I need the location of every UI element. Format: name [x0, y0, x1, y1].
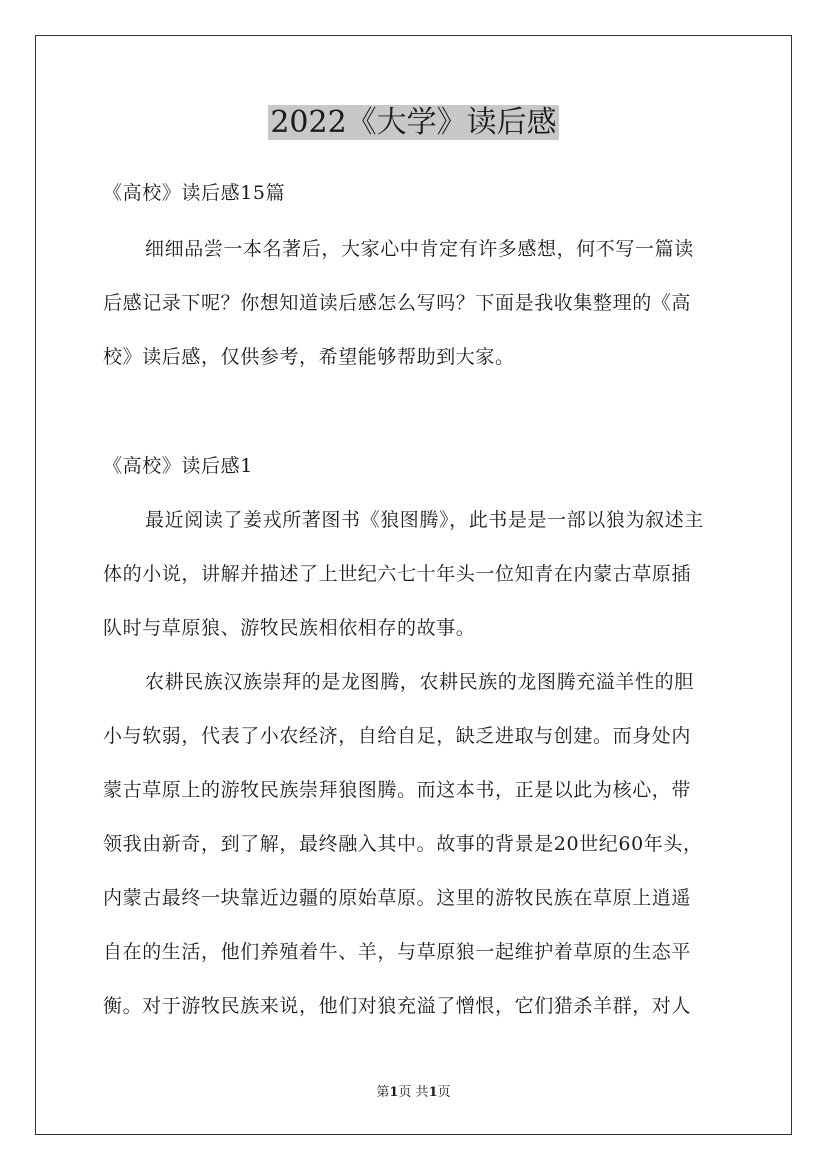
footer-page-total: 1 — [428, 1085, 438, 1100]
paragraph-line: 队时与草原狼、游牧民族相依相存的故事。 — [103, 617, 476, 639]
paragraph-line: 最近阅读了姜戎所著图书《狼图腾》，此书是是一部以狼为叙述主 — [145, 509, 704, 531]
paragraph-line: 小与软弱，代表了小农经济，自给自足，缺乏进取与创建。而身处内 — [103, 725, 692, 747]
intro-line: 后感记录下呢？你想知道读后感怎么写吗？下面是我收集整理的《高 — [103, 292, 692, 314]
paragraph-line: 蒙古草原上的游牧民族崇拜狼图腾。而这本书，正是以此为核心，带 — [103, 779, 692, 801]
paragraph-line: 自在的生活，他们养殖着牛、羊，与草原狼一起维护着草原的生态平 — [103, 941, 692, 963]
footer-mid: 页 共 — [398, 1085, 429, 1100]
document-title-text: 2022《大学》读后感 — [270, 105, 557, 140]
footer-prefix: 第 — [376, 1085, 390, 1100]
page-footer — [0, 1083, 827, 1103]
section-heading: 《高校》读后感1 — [103, 455, 253, 477]
footer-page-number: 1 — [389, 1085, 399, 1100]
paragraph-line: 内蒙古最终一块靠近边疆的原始草原。这里的游牧民族在草原上逍遥 — [103, 887, 692, 909]
paragraph-line: 农耕民族汉族崇拜的是龙图腾，农耕民族的龙图腾充溢羊性的胆 — [145, 671, 694, 693]
intro-line: 校》读后感，仅供参考，希望能够帮助到大家。 — [103, 346, 515, 368]
subtitle: 《高校》读后感15篇 — [103, 182, 286, 204]
paragraph-line: 体的小说，讲解并描述了上世纪六七十年头一位知青在内蒙古草原插 — [103, 563, 692, 585]
document-title — [0, 103, 827, 143]
paragraph-line: 衡。对于游牧民族来说，他们对狼充溢了憎恨，它们猎杀羊群，对人 — [103, 995, 692, 1017]
footer-suffix: 页 — [437, 1085, 451, 1100]
intro-line: 细细品尝一本名著后，大家心中肯定有许多感想，何不写一篇读 — [145, 238, 694, 260]
paragraph-line: 领我由新奇，到了解，最终融入其中。故事的背景是20世纪60年头， — [103, 833, 703, 855]
